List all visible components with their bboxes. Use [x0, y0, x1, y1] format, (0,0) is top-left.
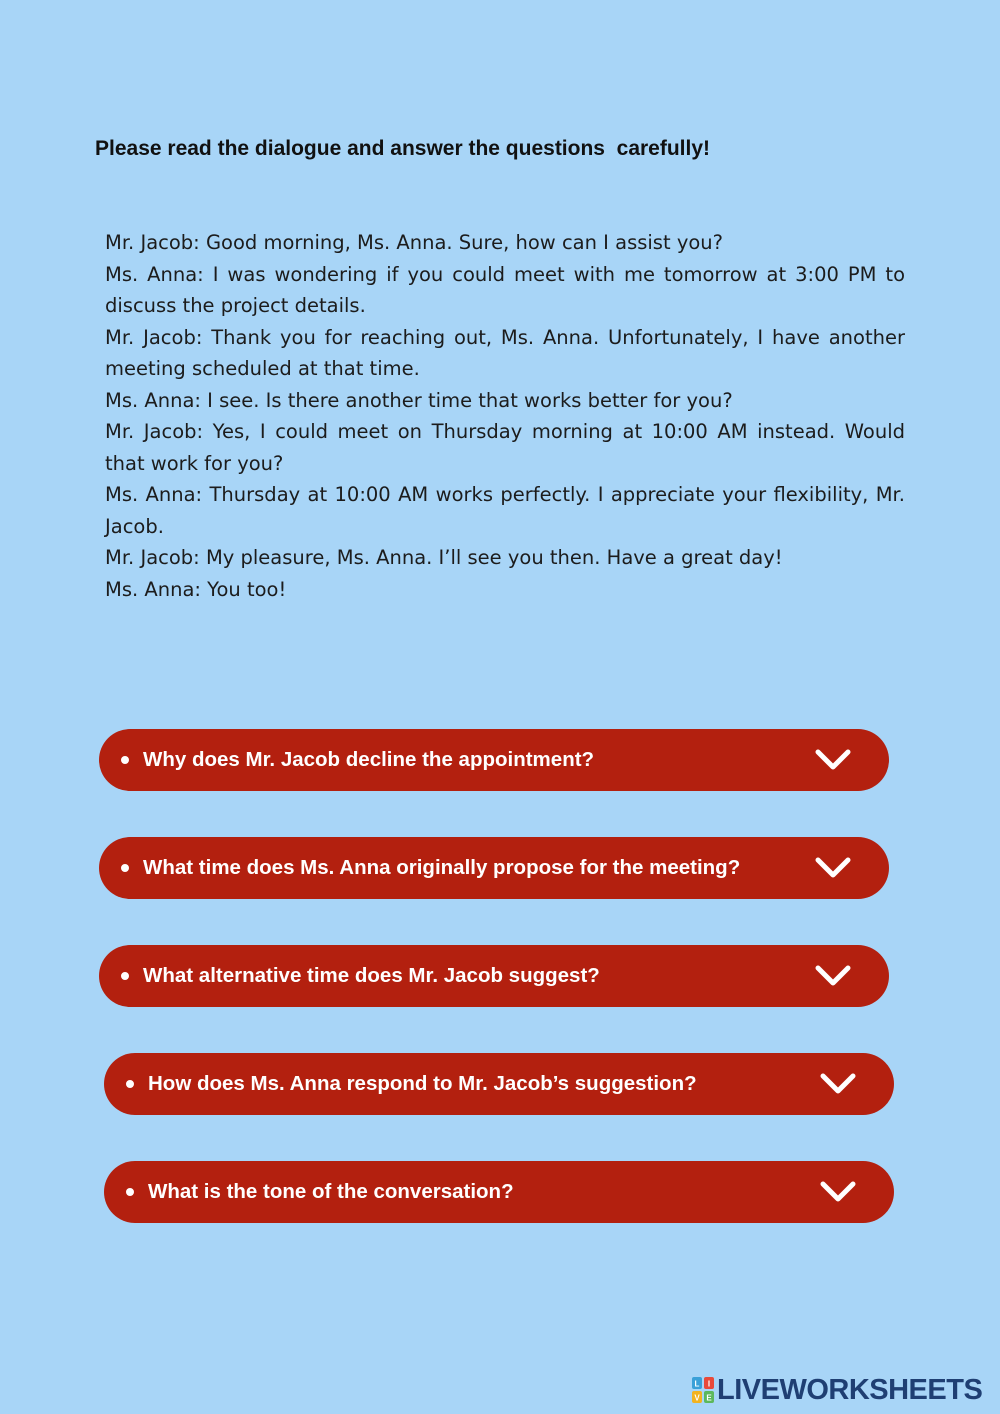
dialogue-line: Mr. Jacob: My pleasure, Ms. Anna. I’ll see you then. Have a great day! [105, 546, 783, 569]
bullet-icon [121, 864, 129, 872]
question-text: What alternative time does Mr. Jacob suggest? [143, 964, 600, 987]
question-dropdown-2[interactable] [99, 837, 889, 899]
logo-letter: L [694, 1379, 700, 1389]
liveworksheets-logo [692, 1373, 982, 1407]
bullet-icon [121, 972, 129, 980]
dialogue-line: Ms. Anna: You too! [105, 577, 287, 601]
bullet-icon [121, 756, 129, 764]
logo-letter: I [707, 1379, 711, 1389]
dialogue-text [105, 227, 905, 605]
live-logo-icon [692, 1377, 714, 1403]
dialogue-line: Mr. Jacob: Thank you for reaching out, Ms. Anna. Unfortunately, I have another meeting scheduled at that time. [105, 325, 905, 380]
chevron-down-icon[interactable] [818, 1070, 858, 1098]
chevron-down-icon[interactable] [818, 1178, 858, 1206]
logo-letter: V [694, 1393, 700, 1403]
bullet-icon [126, 1188, 134, 1196]
dialogue-line: Ms. Anna: I was wondering if you could meet with me tomorrow at 3:00 PM to discuss the project details. [105, 262, 905, 317]
question-dropdown-1[interactable] [99, 729, 889, 791]
dialogue-line: Mr. Jacob: Yes, I could meet on Thursday morning at 10:00 AM instead. Would that work for you? [105, 420, 905, 475]
bullet-icon [126, 1080, 134, 1088]
dialogue-line: Ms. Anna: Thursday at 10:00 AM works perfectly. I appreciate your flexibility, Mr. Jacob. [105, 483, 905, 538]
question-text: What time does Ms. Anna originally propose for the meeting? [143, 856, 741, 879]
dialogue-line: Mr. Jacob: Good morning, Ms. Anna. Sure, how can I assist you? [105, 231, 723, 254]
question-text: How does Ms. Anna respond to Mr. Jacob’s suggestion? [148, 1072, 697, 1095]
question-dropdown-5[interactable] [104, 1161, 894, 1223]
question-dropdown-4[interactable] [104, 1053, 894, 1115]
logo-letter: E [706, 1393, 712, 1403]
question-text: What is the tone of the conversation? [148, 1180, 514, 1203]
chevron-down-icon[interactable] [813, 854, 853, 882]
logo-text: LIVEWORKSHEETS [717, 1373, 983, 1406]
chevron-down-icon[interactable] [813, 962, 853, 990]
dialogue-line: Ms. Anna: I see. Is there another time that works better for you? [105, 388, 733, 412]
chevron-down-icon[interactable] [813, 746, 853, 774]
question-dropdown-3[interactable] [99, 945, 889, 1007]
question-text: Why does Mr. Jacob decline the appointment? [143, 748, 595, 771]
instructions-heading: Please read the dialogue and answer the questions carefully! [95, 137, 711, 160]
